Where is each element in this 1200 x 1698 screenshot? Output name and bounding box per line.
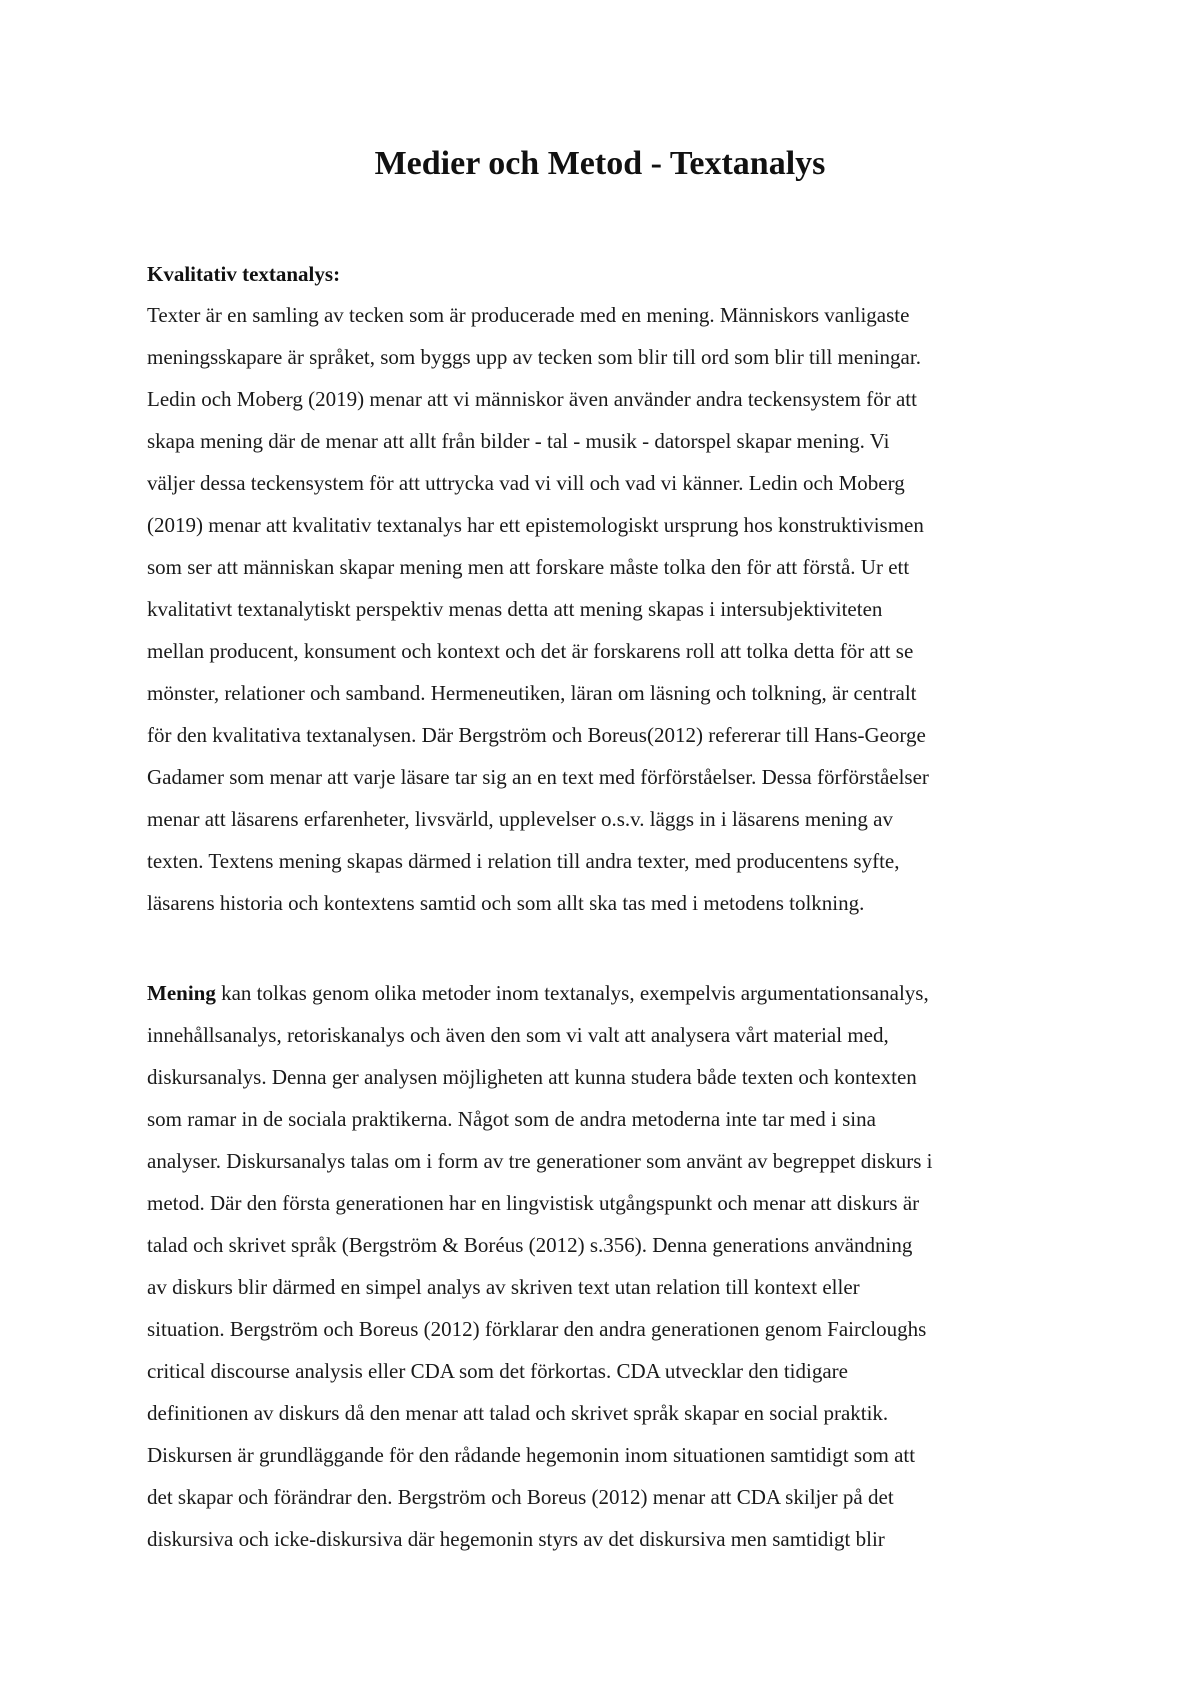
paragraph-line: situation. Bergström och Boreus (2012) förklarar den andra generationen genom Faircloughs xyxy=(147,1317,927,1341)
paragraph-line: mellan producent, konsument och kontext och det är forskarens roll att tolka detta för att se xyxy=(147,639,914,663)
paragraph-line: definitionen av diskurs då den menar att talad och skrivet språk skapar en social praktik. xyxy=(147,1401,889,1425)
paragraph-line: det skapar och förändrar den. Bergström och Boreus (2012) menar att CDA skiljer på det xyxy=(147,1485,894,1509)
paragraph-line: meningsskapare är språket, som byggs upp av tecken som blir till ord som blir till meningar. xyxy=(147,345,921,369)
paragraph-lead-word: Mening xyxy=(147,981,216,1005)
paragraph-line: skapa mening där de menar att allt från bilder - tal - musik - datorspel skapar mening. Vi xyxy=(147,429,890,453)
paragraph-line: innehållsanalys, retoriskanalys och även den som vi valt att analysera vårt material med, xyxy=(147,1023,889,1047)
paragraph-line: menar att läsarens erfarenheter, livsvärld, upplevelser o.s.v. läggs in i läsarens mening av xyxy=(147,807,893,831)
paragraph-line: analyser. Diskursanalys talas om i form av tre generationer som använt av begreppet diskurs i xyxy=(147,1149,933,1173)
paragraph-line: talad och skrivet språk (Bergström & Boréus (2012) s.356). Denna generations användning xyxy=(147,1233,913,1257)
paragraph-line: för den kvalitativa textanalysen. Där Bergström och Boreus(2012) refererar till Hans-George xyxy=(147,723,926,747)
section-heading: Kvalitativ textanalys: xyxy=(147,262,341,286)
paragraph-1 xyxy=(147,294,1067,924)
paragraph-line: av diskurs blir därmed en simpel analys av skriven text utan relation till kontext eller xyxy=(147,1275,860,1299)
paragraph-line: diskursanalys. Denna ger analysen möjligheten att kunna studera både texten och kontexten xyxy=(147,1065,917,1089)
paragraph-line: diskursiva och icke-diskursiva där hegemonin styrs av det diskursiva men samtidigt blir xyxy=(147,1527,885,1551)
paragraph-2 xyxy=(147,972,1067,1560)
paragraph-line: läsarens historia och kontextens samtid och som allt ska tas med i metodens tolkning. xyxy=(147,891,865,915)
paragraph-line: (2019) menar att kvalitativ textanalys har ett epistemologiskt ursprung hos konstruktivismen xyxy=(147,513,924,537)
paragraph-line: metod. Där den första generationen har en lingvistisk utgångspunkt och menar att diskurs är xyxy=(147,1191,920,1215)
paragraph-line: väljer dessa teckensystem för att uttrycka vad vi vill och vad vi känner. Ledin och Moberg xyxy=(147,471,905,495)
paragraph-line: critical discourse analysis eller CDA som det förkortas. CDA utvecklar den tidigare xyxy=(147,1359,848,1383)
paragraph-line: Texter är en samling av tecken som är producerade med en mening. Människors vanligaste xyxy=(147,303,910,327)
paragraph-line: som ser att människan skapar mening men att forskare måste tolka den för att förstå. Ur ett xyxy=(147,555,910,579)
paragraph-first-line xyxy=(147,972,1067,1014)
paragraph-first-line-text: kan tolkas genom olika metoder inom textanalys, exempelvis argumentationsanalys, xyxy=(215,981,929,1005)
paragraph-line: Gadamer som menar att varje läsare tar sig an en text med förförståelser. Dessa förförståelser xyxy=(147,765,929,789)
paragraph-line: kvalitativt textanalytiskt perspektiv menas detta att mening skapas i intersubjektiviteten xyxy=(147,597,883,621)
paragraph-line: mönster, relationer och samband. Hermeneutiken, läran om läsning och tolkning, är centralt xyxy=(147,681,917,705)
paragraph-line: Ledin och Moberg (2019) menar att vi människor även använder andra teckensystem för att xyxy=(147,387,917,411)
page-title: Medier och Metod - Textanalys xyxy=(374,145,826,182)
paragraph-line: texten. Textens mening skapas därmed i relation till andra texter, med producentens syfte, xyxy=(147,849,900,873)
paragraph-line: som ramar in de sociala praktikerna. Något som de andra metoderna inte tar med i sina xyxy=(147,1107,876,1131)
paragraph-line: Diskursen är grundläggande för den rådande hegemonin inom situationen samtidigt som att xyxy=(147,1443,916,1467)
